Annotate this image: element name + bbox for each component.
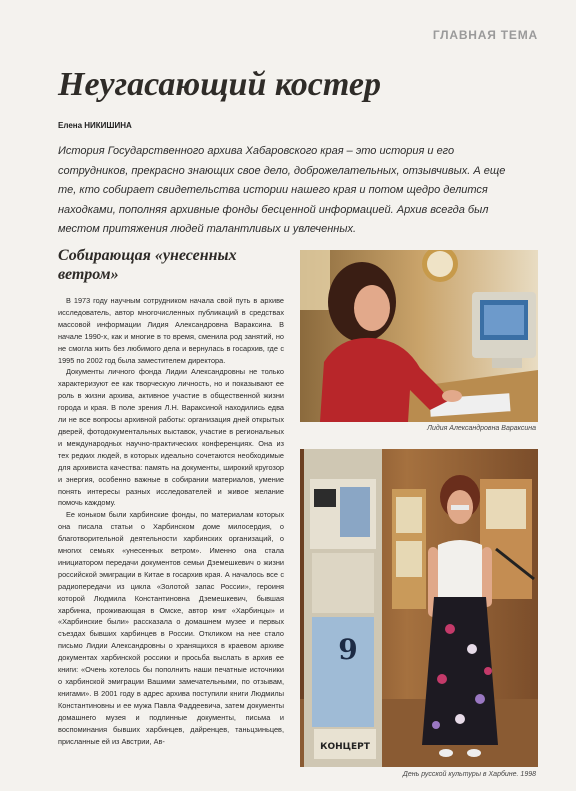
body-paragraph: Документы личного фонда Лидии Александровны не только характеризуют ее как творческую личность, но и показывают ее роль в жизни архива, активное участие в общественной жизни города и края. В поле зрения Л.Н. Вараксиной находились едва ли не все вопросы архивной работы: организация дней открытых дверей, фотодокументальных выставок, участие в региональных и международных научно-практических конференциях. Она из тех редких людей, в которых идеально сочетаются необходимые для архивиста качества: память на документы, широкий кругозор и энергия, особенно важные в собирании материалов, умение понять интересы разных исследователей и живое желание помочь каждому. [58, 367, 284, 508]
photo1-caption: Лидия Александровна Вараксина [427, 425, 536, 432]
lead-paragraph: История Государственного архива Хабаровского края – это история и его сотрудников, прекрасно знающих свое дело, доброжелательных, отзывчивых. А еще те, кто собирает свидетельства истории нашего края и потом щедро делится находками, пополняя архивные фонды бесценной информацией. Архив всегда был местом притяжения людей талантливых и увлеченных. [58, 145, 506, 235]
body-paragraph: В 1973 году научным сотрудником начала свой путь в архиве исследователь, автор многочисленных публикаций в средствах массовой информации Лидия Александровна Вараксина. В начале 1990-х, как и многие в то время, сменила род занятий, но не смогла жить без любимого дела и вернулась в госархив, где с 1995 по 2002 год была заместителем директора. [58, 296, 284, 365]
body-paragraph: Ее коньком были харбинские фонды, по материалам которых она писала статьи о Харбинском доме милосердия, о благотворительной деятельности харбинских организаций, о многих семьях «унесенных ветром». Именно она стала инициатором передачи документов семьи Дземешкевич о жизни российской эмиграции в Китае в госархив края. А началось все с радиопередачи из цикла «Золотой запас России», героиня которой Людмила Константиновна Дземешкевич, бывшая харбинка, проживающая в Омске, автор книг «Харбинцы» и «Харбинские были» рассказала о домашнем музее и первых съездах бывших харбинцев в России. Откликом на нее стало письмо Лидии Александровны о хранящихся в краевом архиве документах харбинской россики и просьба выслать в архив ее книги: «Очень хотелось бы пополнить наши печатные источники о харбинской эмиграции Вашими замечательными, по отзывам, книгами». В 2001 году в адрес архива поступили книги Людмилы Константиновны и ее мужа Павла Фаддеевича, затем документы домашнего музея и подлинные документы, письма и воспоминания бывших харбинцев, дайренцев, таньцзиньцев, присланные ей из Австрии, Ав- [58, 510, 284, 746]
photo-varaksina-at-computer [300, 250, 538, 422]
article-body-column [58, 295, 284, 747]
photo2-caption: День русской культуры в Харбине. 1998 [402, 771, 536, 778]
section-subheading: Собирающая «унесенных ветром» [58, 247, 237, 283]
section-tag: ГЛАВНАЯ ТЕМА [432, 28, 538, 42]
photo-russian-culture-day-harbin [300, 449, 538, 767]
poster-number: 9 [338, 633, 358, 666]
author-byline: Елена НИКИШИНА [58, 121, 132, 130]
poster-word: КОНЦЕРТ [320, 742, 370, 752]
article-title: Неугасающий костер [58, 66, 381, 103]
